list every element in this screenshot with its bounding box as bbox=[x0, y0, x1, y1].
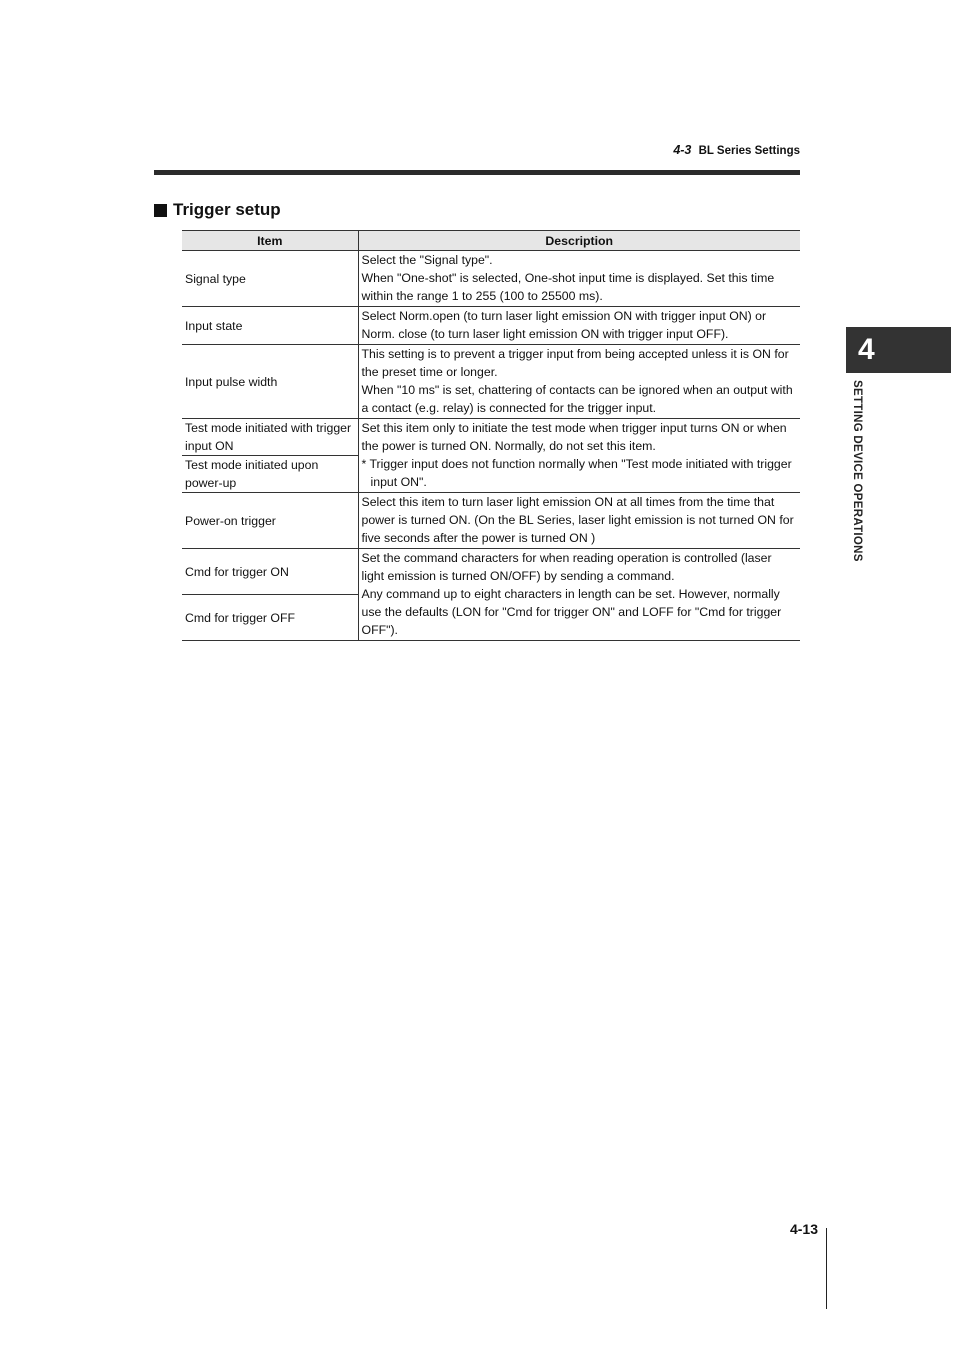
chapter-side-label: SETTING DEVICE OPERATIONS bbox=[851, 380, 863, 562]
description-cell bbox=[358, 419, 800, 493]
item-cell: Cmd for trigger OFF bbox=[182, 595, 358, 641]
table-row bbox=[182, 419, 800, 456]
section-title: Trigger setup bbox=[173, 200, 281, 219]
table-header-row bbox=[182, 231, 800, 251]
item-cell: Signal type bbox=[182, 251, 358, 307]
description-cell bbox=[358, 493, 800, 549]
chapter-number: 4 bbox=[858, 333, 875, 366]
description-line: Any command up to eight characters in length can be set. However, normally use the defaults (LON for "Cmd for trigger ON" and LOFF for "Cmd for trigger OFF"). bbox=[361, 587, 782, 637]
trigger-setup-table bbox=[182, 230, 800, 641]
description-note: * Trigger input does not function normally when "Test mode initiated with trigger input ON". bbox=[361, 457, 792, 489]
description-line: Select Norm.open (to turn laser light emission ON with trigger input ON) or Norm. close (to turn laser light emission ON with trigger input OFF). bbox=[361, 309, 767, 341]
description-line: This setting is to prevent a trigger input from being accepted unless it is ON for the preset time or longer. bbox=[361, 347, 789, 379]
item-cell: Power-on trigger bbox=[182, 493, 358, 549]
item-cell: Input pulse width bbox=[182, 345, 358, 419]
description-cell bbox=[358, 307, 800, 345]
chapter-tab bbox=[846, 327, 951, 373]
description-line: Set this item only to initiate the test mode when trigger input turns ON or when the power is turned ON. Normally, do not set this item. bbox=[361, 421, 787, 453]
column-header-item: Item bbox=[182, 231, 358, 251]
header-section-title: BL Series Settings bbox=[698, 145, 800, 157]
square-bullet-icon bbox=[154, 204, 167, 217]
table-row bbox=[182, 493, 800, 549]
running-header bbox=[154, 143, 800, 161]
description-line: Set the command characters for when reading operation is controlled (laser light emission is turned ON/OFF) by sending a command. bbox=[361, 551, 772, 583]
description-line: Select this item to turn laser light emission ON at all times from the time that power is turned ON. (On the BL Series, laser light emission is not turned ON for five seconds after the power is turned ON ) bbox=[361, 495, 794, 545]
description-cell bbox=[358, 345, 800, 419]
item-cell: Input state bbox=[182, 307, 358, 345]
table-row bbox=[182, 307, 800, 345]
table-row bbox=[182, 345, 800, 419]
page-number-rule bbox=[826, 1228, 827, 1309]
description-cell bbox=[358, 251, 800, 307]
item-cell: Test mode initiated with trigger input ON bbox=[182, 419, 358, 456]
table-row bbox=[182, 251, 800, 307]
section-heading bbox=[154, 199, 281, 221]
header-rule bbox=[154, 170, 800, 175]
page-number: 4-13 bbox=[789, 1221, 818, 1237]
table-row bbox=[182, 549, 800, 595]
description-line: When "10 ms" is set, chattering of contacts can be ignored when an output with a contact (e.g. relay) is connected for the trigger input. bbox=[361, 383, 793, 415]
description-line: When "One-shot" is selected, One-shot input time is displayed. Set this time within the range 1 to 255 (100 to 25500 ms). bbox=[361, 271, 775, 303]
column-header-description: Description bbox=[358, 231, 800, 251]
header-section-number: 4-3 bbox=[673, 143, 692, 157]
description-line: Select the "Signal type". bbox=[361, 253, 493, 267]
description-cell bbox=[358, 549, 800, 641]
item-cell: Cmd for trigger ON bbox=[182, 549, 358, 595]
item-cell: Test mode initiated upon power-up bbox=[182, 456, 358, 493]
